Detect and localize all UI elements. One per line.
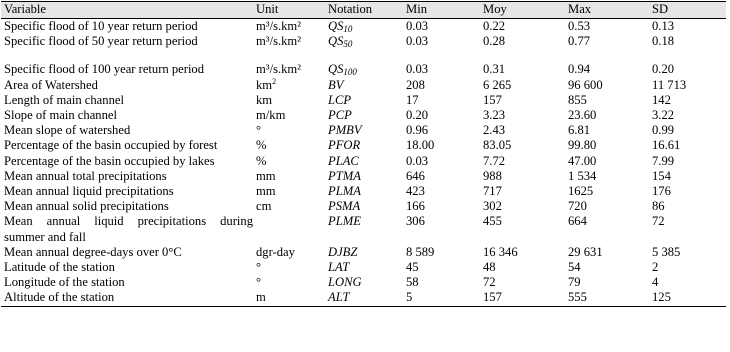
cell-unit bbox=[253, 93, 325, 108]
notation-text: ALT bbox=[328, 290, 350, 305]
cell-unit bbox=[253, 123, 325, 138]
unit-text: ° bbox=[256, 260, 262, 275]
cell-sd: 0.18 bbox=[652, 34, 675, 49]
cell-min: 0.03 bbox=[406, 62, 429, 77]
table-row bbox=[1, 275, 726, 290]
cell-variable: Percentage of the basin occupied by lakes bbox=[4, 153, 215, 168]
table-row bbox=[1, 19, 726, 35]
table-row bbox=[1, 169, 726, 184]
cell-notation bbox=[325, 154, 403, 169]
spacer-cell bbox=[649, 49, 726, 62]
cell-max: 0.77 bbox=[568, 34, 591, 49]
cell-moy: 48 bbox=[483, 260, 496, 275]
cell-notation bbox=[325, 34, 403, 49]
cell-sd: 86 bbox=[652, 199, 665, 214]
cell-unit bbox=[253, 275, 325, 290]
cell-variable: Mean annual degree-days over 0°C bbox=[4, 244, 182, 259]
unit-text: m bbox=[256, 290, 266, 305]
cell-unit bbox=[253, 78, 325, 93]
cell-notation bbox=[325, 169, 403, 184]
cell-notation bbox=[325, 19, 403, 35]
table-row bbox=[1, 93, 726, 108]
header-moy: Moy bbox=[480, 2, 565, 19]
cell-moy: 157 bbox=[483, 92, 502, 107]
spacer-cell bbox=[1, 49, 253, 62]
cell-max: 6.81 bbox=[568, 123, 591, 138]
table-row bbox=[1, 108, 726, 123]
table-row bbox=[1, 78, 726, 93]
cell-sd: 0.99 bbox=[652, 123, 675, 138]
cell-variable: Specific flood of 100 year return period bbox=[4, 62, 205, 77]
notation-text: LONG bbox=[328, 275, 362, 290]
table-header-row bbox=[1, 2, 726, 19]
cell-max: 855 bbox=[568, 92, 587, 107]
notation-subscript: 50 bbox=[343, 39, 353, 50]
cell-min: 0.96 bbox=[406, 123, 429, 138]
cell-variable: Mean annual solid precipitations bbox=[4, 199, 169, 214]
cell-min: 45 bbox=[406, 260, 419, 275]
notation-text: PSMA bbox=[328, 199, 361, 214]
unit-text: m³/s.km² bbox=[256, 19, 301, 33]
table-row bbox=[1, 138, 726, 153]
cell-notation bbox=[325, 184, 403, 199]
cell-min: 0.03 bbox=[406, 34, 429, 49]
unit-text: m³/s.km² bbox=[256, 34, 301, 49]
cell-notation bbox=[325, 260, 403, 275]
cell-unit bbox=[253, 245, 325, 260]
unit-text: cm bbox=[256, 199, 272, 214]
notation-subscript: 10 bbox=[343, 24, 353, 34]
unit-text: % bbox=[256, 138, 267, 153]
cell-sd: 176 bbox=[652, 184, 671, 199]
table-row bbox=[1, 199, 726, 214]
unit-text: ° bbox=[256, 275, 262, 290]
unit-text: dgr-day bbox=[256, 244, 295, 259]
cell-variable: Mean slope of watershed bbox=[4, 123, 131, 138]
cell-sd: 16.61 bbox=[652, 138, 681, 153]
cell-unit bbox=[253, 290, 325, 306]
cell-notation bbox=[325, 214, 403, 244]
cell-notation bbox=[325, 138, 403, 153]
table-row bbox=[1, 184, 726, 199]
cell-sd: 72 bbox=[652, 214, 665, 229]
notation-text: LCP bbox=[328, 92, 352, 107]
cell-min: 0.20 bbox=[406, 108, 429, 123]
unit-text: mm bbox=[256, 168, 276, 183]
cell-sd: 0.20 bbox=[652, 62, 675, 77]
notation-text: PFOR bbox=[328, 138, 361, 153]
table-row bbox=[1, 260, 726, 275]
cell-unit bbox=[253, 19, 325, 35]
cell-moy: 72 bbox=[483, 275, 496, 290]
cell-variable: Mean annual liquid precipitations bbox=[4, 184, 174, 199]
table-row bbox=[1, 34, 726, 49]
cell-min: 646 bbox=[406, 168, 425, 183]
cell-unit bbox=[253, 169, 325, 184]
cell-variable: Specific flood of 10 year return period bbox=[4, 19, 198, 33]
cell-variable: Latitude of the station bbox=[4, 260, 115, 275]
cell-notation bbox=[325, 199, 403, 214]
cell-sd: 7.99 bbox=[652, 153, 675, 168]
cell-min: 306 bbox=[406, 214, 425, 229]
cell-notation bbox=[325, 93, 403, 108]
cell-max: 96 600 bbox=[568, 77, 603, 92]
cell-variable: Mean annual liquid precipitations during summer and fall bbox=[4, 214, 253, 244]
notation-text: BV bbox=[328, 77, 344, 92]
cell-min: 8 589 bbox=[406, 244, 435, 259]
cell-min: 166 bbox=[406, 199, 425, 214]
spacer-cell bbox=[253, 49, 325, 62]
cell-sd: 3.22 bbox=[652, 108, 675, 123]
cell-max: 0.53 bbox=[568, 19, 591, 33]
notation-text: DJBZ bbox=[328, 244, 358, 259]
table-row bbox=[1, 62, 726, 77]
cell-variable: Area of Watershed bbox=[4, 77, 98, 92]
table-row bbox=[1, 245, 726, 260]
cell-max: 664 bbox=[568, 214, 587, 229]
header-variable: Variable bbox=[1, 2, 253, 19]
cell-moy: 717 bbox=[483, 184, 502, 199]
cell-sd: 0.13 bbox=[652, 19, 675, 33]
cell-min: 58 bbox=[406, 275, 419, 290]
notation-text: PLME bbox=[328, 214, 361, 229]
cell-moy: 83.05 bbox=[483, 138, 512, 153]
cell-notation bbox=[325, 78, 403, 93]
cell-moy: 2.43 bbox=[483, 123, 506, 138]
cell-max: 29 631 bbox=[568, 244, 603, 259]
notation-text: LAT bbox=[328, 260, 350, 275]
cell-sd: 125 bbox=[649, 290, 726, 306]
cell-sd: 142 bbox=[652, 92, 671, 107]
unit-text: km bbox=[256, 92, 273, 107]
unit-text: mm bbox=[256, 184, 276, 199]
cell-max: 54 bbox=[568, 260, 581, 275]
cell-min: 5 bbox=[403, 290, 480, 306]
cell-unit bbox=[253, 154, 325, 169]
cell-variable: Percentage of the basin occupied by forest bbox=[4, 138, 218, 153]
notation-text: PLAC bbox=[328, 153, 359, 168]
table-row bbox=[1, 123, 726, 138]
notation-text: PLMA bbox=[328, 184, 361, 199]
header-sd: SD bbox=[649, 2, 726, 19]
notation-text: QS bbox=[328, 34, 344, 49]
spacer-cell bbox=[480, 49, 565, 62]
statistics-table bbox=[1, 1, 726, 307]
cell-max: 0.94 bbox=[568, 62, 591, 77]
cell-moy: 0.22 bbox=[483, 19, 506, 33]
cell-variable: Length of main channel bbox=[4, 92, 124, 107]
cell-min: 423 bbox=[406, 184, 425, 199]
cell-notation bbox=[325, 275, 403, 290]
cell-moy: 0.31 bbox=[483, 62, 506, 77]
cell-max: 1 534 bbox=[568, 168, 597, 183]
notation-subscript: 100 bbox=[343, 67, 357, 78]
cell-sd: 4 bbox=[652, 275, 659, 290]
header-max: Max bbox=[565, 2, 649, 19]
cell-sd: 2 bbox=[652, 260, 659, 275]
table-body bbox=[1, 19, 726, 307]
cell-unit bbox=[253, 62, 325, 77]
cell-max: 79 bbox=[568, 275, 581, 290]
cell-max: 99.80 bbox=[568, 138, 597, 153]
cell-max: 555 bbox=[565, 290, 649, 306]
unit-text: % bbox=[256, 153, 267, 168]
cell-max: 47.00 bbox=[568, 153, 597, 168]
cell-unit bbox=[253, 214, 325, 244]
unit-text: ° bbox=[256, 123, 262, 138]
notation-text: PMBV bbox=[328, 123, 362, 138]
unit-superscript: 2 bbox=[272, 76, 277, 86]
table-row bbox=[1, 154, 726, 169]
cell-unit bbox=[253, 34, 325, 49]
table-row bbox=[1, 290, 726, 306]
cell-min: 18.00 bbox=[406, 138, 435, 153]
cell-moy: 988 bbox=[483, 168, 502, 183]
header-notation: Notation bbox=[325, 2, 403, 19]
spacer-cell bbox=[565, 49, 649, 62]
cell-variable: Mean annual total precipitations bbox=[4, 168, 167, 183]
notation-text: PCP bbox=[328, 108, 352, 123]
cell-max: 1625 bbox=[568, 184, 594, 199]
cell-min: 0.03 bbox=[406, 19, 429, 33]
cell-moy: 455 bbox=[483, 214, 502, 229]
cell-min: 0.03 bbox=[406, 153, 429, 168]
cell-variable: Slope of main channel bbox=[4, 108, 117, 123]
unit-text: km bbox=[256, 77, 273, 92]
cell-variable: Altitude of the station bbox=[1, 290, 253, 306]
cell-notation bbox=[325, 123, 403, 138]
unit-text: m/km bbox=[256, 108, 286, 123]
cell-variable: Longitude of the station bbox=[4, 275, 125, 290]
cell-variable: Specific flood of 50 year return period bbox=[4, 34, 198, 49]
cell-moy: 302 bbox=[483, 199, 502, 214]
cell-unit bbox=[253, 184, 325, 199]
table-row bbox=[1, 214, 726, 244]
cell-notation bbox=[325, 108, 403, 123]
cell-notation bbox=[325, 62, 403, 77]
cell-min: 17 bbox=[406, 92, 419, 107]
cell-moy: 157 bbox=[480, 290, 565, 306]
spacer-cell bbox=[403, 49, 480, 62]
cell-moy: 3.23 bbox=[483, 108, 506, 123]
cell-unit bbox=[253, 260, 325, 275]
spacer-cell bbox=[325, 49, 403, 62]
notation-text: QS bbox=[328, 19, 344, 33]
cell-notation bbox=[325, 290, 403, 306]
notation-text: QS bbox=[328, 62, 344, 77]
cell-unit bbox=[253, 108, 325, 123]
cell-max: 720 bbox=[568, 199, 587, 214]
cell-max: 23.60 bbox=[568, 108, 597, 123]
unit-text: m³/s.km² bbox=[256, 62, 301, 77]
cell-moy: 16 346 bbox=[483, 244, 518, 259]
cell-notation bbox=[325, 245, 403, 260]
header-min: Min bbox=[403, 2, 480, 19]
cell-moy: 7.72 bbox=[483, 153, 506, 168]
table-row-spacer bbox=[1, 49, 726, 62]
cell-sd: 5 385 bbox=[652, 244, 681, 259]
cell-unit bbox=[253, 138, 325, 153]
cell-moy: 0.28 bbox=[483, 34, 506, 49]
cell-moy: 6 265 bbox=[483, 77, 512, 92]
cell-sd: 154 bbox=[652, 168, 671, 183]
cell-unit bbox=[253, 199, 325, 214]
cell-sd: 11 713 bbox=[652, 77, 687, 92]
cell-min: 208 bbox=[406, 77, 425, 92]
notation-text: PTMA bbox=[328, 168, 361, 183]
header-unit: Unit bbox=[253, 2, 325, 19]
